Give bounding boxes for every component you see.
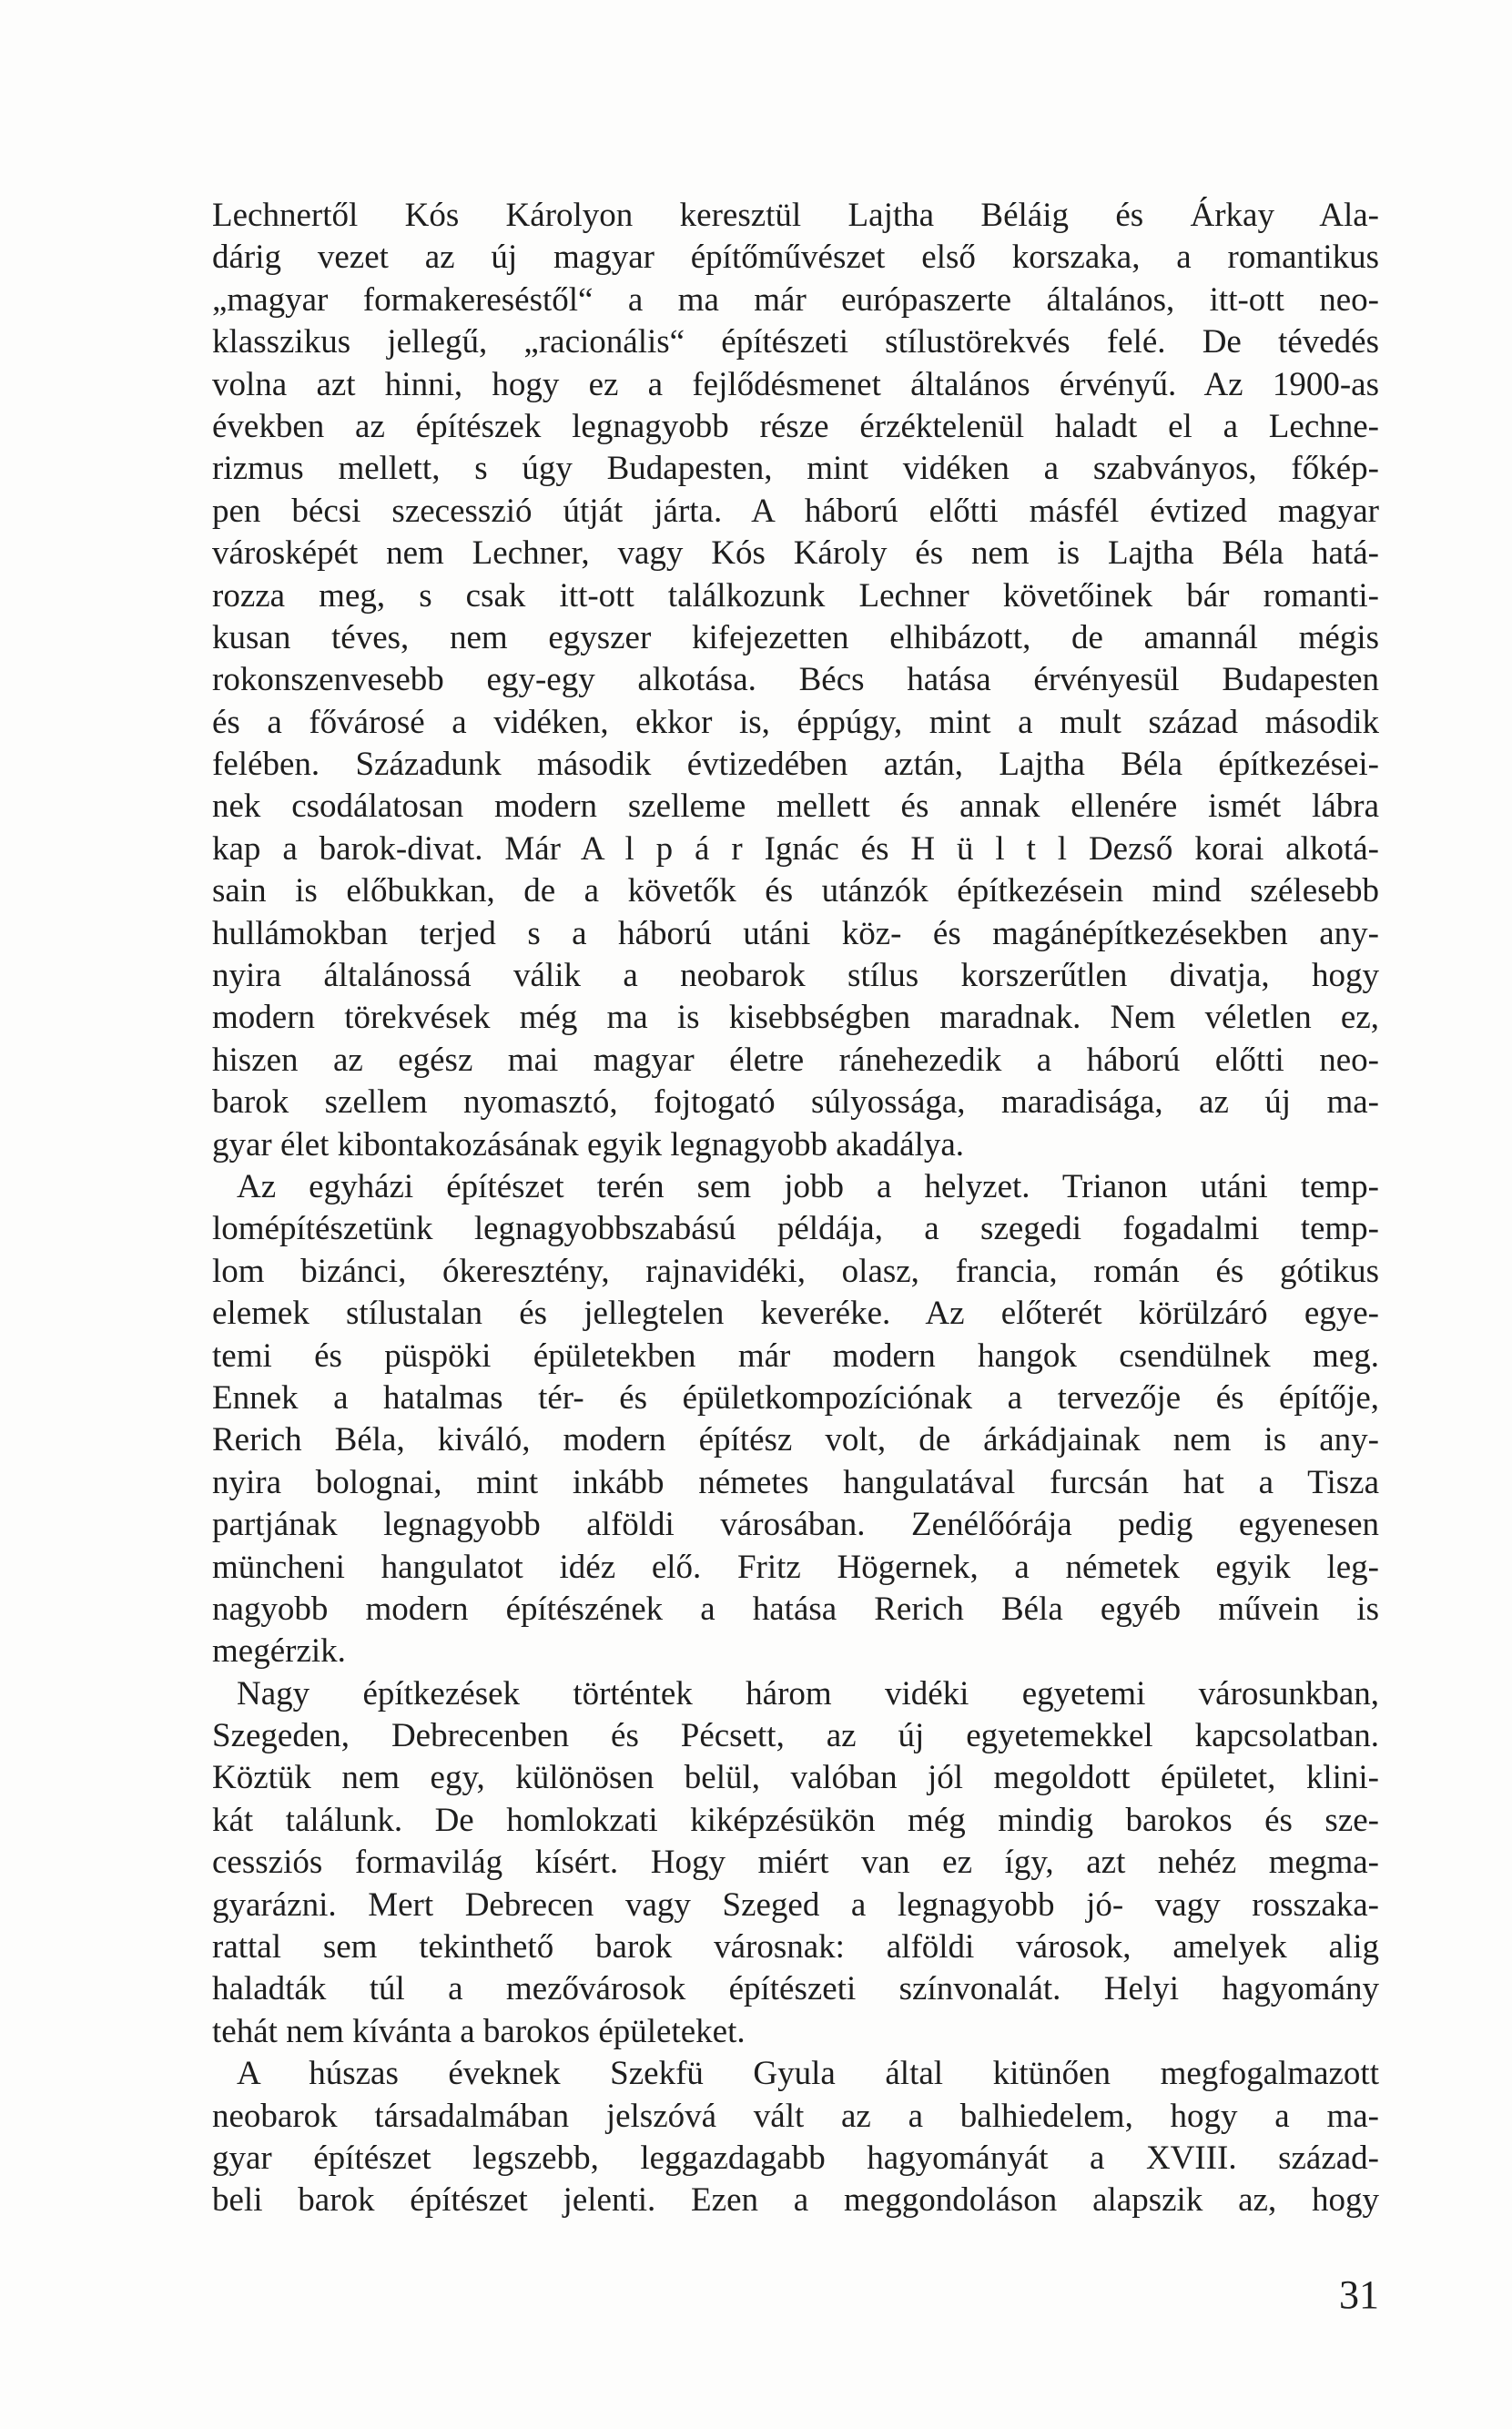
paragraph bbox=[212, 195, 1379, 1166]
text-line: gyarázni. Mert Debrecen vagy Szeged a legnagyobb jó- vagy rosszaka- bbox=[212, 1885, 1379, 1924]
text-line: és a fővárosé a vidéken, ekkor is, éppúgy, mint a mult század második bbox=[212, 703, 1379, 741]
text-line: modern törekvések még ma is kisebbségben maradnak. Nem véletlen ez, bbox=[212, 999, 1379, 1037]
text-line: pen bécsi szecesszió útját járta. A háború előtti másfél évtized magyar bbox=[212, 492, 1379, 530]
text-line: cessziós formavilág kísért. Hogy miért van ez így, azt nehéz megma- bbox=[212, 1844, 1379, 1882]
text-line: barok szellem nyomasztó, fojtogató súlyossága, maradisága, az új ma- bbox=[212, 1083, 1379, 1122]
text-line: rozza meg, s csak itt-ott találkozunk Lechner követőinek bár romanti- bbox=[212, 576, 1379, 615]
text-line: dárig vezet az új magyar építőművészet első korszaka, a romantikus bbox=[212, 239, 1379, 277]
text-line: rokonszenvesebb egy-egy alkotása. Bécs hatása érvényesül Budapesten bbox=[212, 661, 1379, 699]
text-line: hiszen az egész mai magyar életre ránehezedik a háború előtti neo- bbox=[212, 1041, 1379, 1079]
text-line: Nagy építkezések történtek három vidéki egyetemi városunkban, bbox=[237, 1674, 1379, 1712]
text-line: kusan téves, nem egyszer kifejezetten elhibázott, de amannál mégis bbox=[212, 618, 1379, 656]
text-line: kap a barok-divat. Már A l p á r Ignác és H ü l t l Dezső korai alkotá- bbox=[212, 829, 1379, 868]
text-line: Rerich Béla, kiváló, modern építész volt, de árkádjainak nem is any- bbox=[212, 1421, 1379, 1459]
text-line: haladták túl a mezővárosok építészeti színvonalát. Helyi hagyomány bbox=[212, 1970, 1379, 2008]
text-line: beli barok építészet jelenti. Ezen a meggondoláson alapszik az, hogy bbox=[212, 2181, 1379, 2220]
text-line: gyar élet kibontakozásának egyik legnagyobb akadálya. bbox=[212, 1125, 965, 1164]
text-line: megérzik. bbox=[212, 1632, 346, 1671]
text-line: elemek stílustalan és jellegtelen keveréke. Az előterét körülzáró egye- bbox=[212, 1295, 1379, 1333]
text-line: rizmus mellett, s úgy Budapesten, mint vidéken a szabványos, főkép- bbox=[212, 450, 1379, 488]
page-number: 31 bbox=[1339, 2272, 1379, 2317]
text-line: Lechnertől Kós Károlyon keresztül Lajtha Béláig és Árkay Ala- bbox=[212, 197, 1379, 234]
text-line: tehát nem kívánta a barokos épületeket. bbox=[212, 2012, 746, 2050]
text-line: nyira általánossá válik a neobarok stílus korszerűtlen divatja, hogy bbox=[212, 957, 1379, 995]
text-line: Köztük nem egy, különösen belül, valóban jól megoldott épületet, klini- bbox=[212, 1759, 1379, 1797]
text-line: kát találunk. De homlokzati kiképzésükön még mindig barokos és sze- bbox=[212, 1801, 1379, 1839]
paragraph bbox=[212, 1166, 1379, 1673]
text-line: sain is előbukkan, de a követők és utánzók építkezésein mind szélesebb bbox=[212, 872, 1379, 910]
paragraph bbox=[212, 2053, 1379, 2222]
text-line: A húszas éveknek Szekfü Gyula által kitünően megfogalmazott bbox=[237, 2055, 1379, 2093]
text-line: gyar építészet legszebb, leggazdagabb hagyományát a XVIII. század- bbox=[212, 2139, 1379, 2177]
text-line: volna azt hinni, hogy ez a fejlődésmenet általános érvényű. Az 1900-as bbox=[212, 365, 1379, 403]
text-line: müncheni hangulatot idéz elő. Fritz Högernek, a németek egyik leg- bbox=[212, 1548, 1379, 1586]
paragraph bbox=[212, 1673, 1379, 2054]
text-line: Szegeden, Debrecenben és Pécsett, az új egyetemekkel kapcsolatban. bbox=[212, 1717, 1379, 1755]
text-line: partjának legnagyobb alföldi városában. Zenélőórája pedig egyenesen bbox=[212, 1506, 1379, 1544]
text-line: nagyobb modern építészének a hatása Rerich Béla egyéb művein is bbox=[212, 1590, 1379, 1628]
text-line: „magyar formakereséstől“ a ma már európaszerte általános, itt-ott neo- bbox=[212, 280, 1379, 319]
text-line: lomépítészetünk legnagyobbszabású példája, a szegedi fogadalmi temp- bbox=[212, 1210, 1379, 1248]
text-line: Ennek a hatalmas tér- és épületkompozíciónak a tervezője és építője, bbox=[212, 1378, 1379, 1417]
text-line: rattal sem tekinthető barok városnak: alföldi városok, amelyek alig bbox=[212, 1928, 1379, 1967]
text-line: városképét nem Lechner, vagy Kós Károly és nem is Lajtha Béla hatá- bbox=[212, 534, 1379, 573]
text-line: neobarok társadalmában jelszóvá vált az a balhiedelem, hogy a ma- bbox=[212, 2097, 1379, 2135]
text-line: temi és püspöki épületekben már modern hangok csendülnek meg. bbox=[212, 1336, 1379, 1375]
text-line: klasszikus jellegű, „racionális“ építészeti stílustörekvés felé. De tévedés bbox=[212, 323, 1379, 361]
text-line: Az egyházi építészet terén sem jobb a helyzet. Trianon utáni temp- bbox=[237, 1167, 1379, 1205]
body-text bbox=[212, 195, 1379, 2222]
text-line: hullámokban terjed s a háború utáni köz- és magánépítkezésekben any- bbox=[212, 914, 1379, 952]
text-line: lom bizánci, ókeresztény, rajnavidéki, olasz, francia, román és gótikus bbox=[212, 1252, 1379, 1290]
text-line: években az építészek legnagyobb része érzéktelenül haladt el a Lechne- bbox=[212, 407, 1379, 445]
text-line: nek csodálatosan modern szelleme mellett és annak ellenére ismét lábra bbox=[212, 788, 1379, 826]
text-line: nyira bolognai, mint inkább németes hangulatával furcsán hat a Tisza bbox=[212, 1463, 1379, 1501]
text-line: felében. Századunk második évtizedében aztán, Lajtha Béla építkezései- bbox=[212, 746, 1379, 784]
